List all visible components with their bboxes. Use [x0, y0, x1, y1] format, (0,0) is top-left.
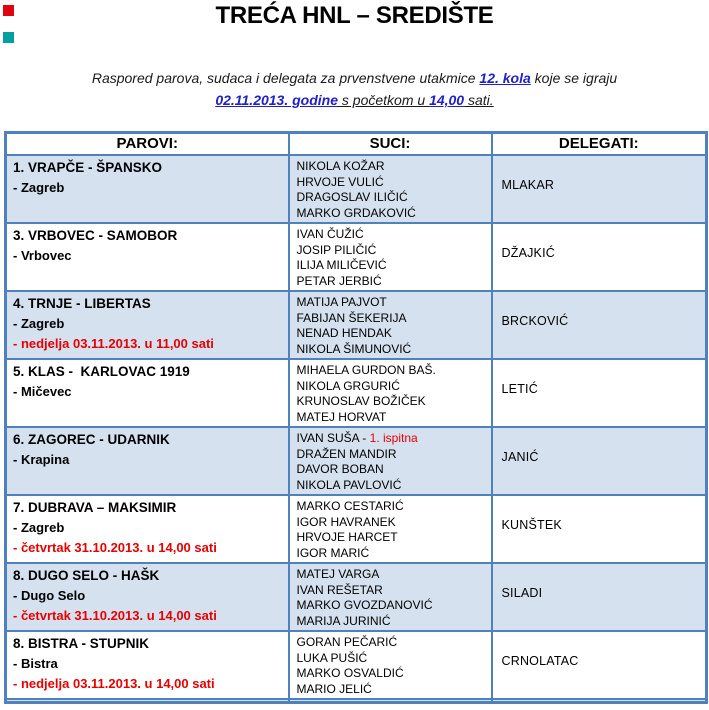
pair-cell: [6, 495, 289, 563]
pair-cell: [6, 359, 289, 427]
referees-cell: [289, 155, 492, 223]
referee-exam-note: 1. ispitna: [369, 431, 418, 445]
teal-square-marker: [3, 32, 14, 43]
referee-name: NIKOLA PAVLOVIĆ: [296, 477, 402, 492]
referee-name: DAVOR BOBAN: [296, 462, 384, 476]
intro-text: s početkom u: [338, 92, 430, 108]
partial-next-row-cell: [492, 699, 707, 702]
pair-venue: - Krapina: [13, 452, 70, 467]
fixture-row: [6, 631, 707, 699]
pair-venue: - Dugo Selo: [13, 588, 86, 603]
referee-name: MARIJA JURINIĆ: [296, 613, 391, 628]
intro-text: Raspored parova, sudaca i delegata za prvenstvene utakmice: [91, 70, 480, 86]
header-row: [6, 133, 707, 156]
referee-name: GORAN PEČARIĆ: [296, 635, 398, 649]
delegate-cell: [492, 155, 707, 223]
referee-name: MARKO GVOZDANOVIĆ: [296, 598, 433, 612]
partial-next-row-cell: [289, 699, 492, 702]
referee-name-text: IVAN SUŠA -: [296, 431, 370, 445]
pair-reschedule-note: - četvrtak 31.10.2013. u 14,00 sati: [13, 540, 217, 555]
pair-name: 7. DUBRAVA – MAKSIMIR: [13, 500, 177, 515]
referee-name: MIHAELA GURDON BAŠ.: [296, 363, 436, 377]
delegate-cell: [492, 359, 707, 427]
delegate-cell: [492, 495, 707, 563]
referee-name: NIKOLA KOŽAR: [296, 159, 385, 173]
referee-name: IGOR MARIĆ: [296, 545, 370, 560]
referee-name: MATEJ HORVAT: [296, 409, 387, 424]
delegate-name: JANIĆ: [501, 450, 539, 464]
fixture-row: [6, 427, 707, 495]
pair-venue: - Zagreb: [13, 180, 65, 195]
fixture-row: [6, 359, 707, 427]
col-header-delegati: DELEGATI:: [492, 133, 707, 156]
referee-name: MATEJ VARGA: [296, 567, 380, 581]
referee-name: IGOR HAVRANEK: [296, 514, 396, 529]
referee-name: NENAD HENDAK: [296, 326, 392, 340]
referees-cell: [289, 223, 492, 291]
referee-name: MARKO GRDAKOVIĆ: [296, 205, 416, 220]
intro-paragraph: [10, 67, 699, 111]
delegate-name: DŽAJKIĆ: [501, 246, 555, 260]
delegate-name: SILADI: [501, 586, 543, 600]
delegate-cell: [492, 631, 707, 699]
pair-cell: [6, 631, 289, 699]
pair-name: 8. BISTRA - STUPNIK: [13, 636, 150, 651]
partial-next-row: [6, 699, 707, 702]
referee-name: JOSIP PILIČIĆ: [296, 242, 377, 257]
intro-line-1: [92, 70, 617, 86]
pair-reschedule-note: - četvrtak 31.10.2013. u 14,00 sati: [13, 608, 217, 623]
fixture-row: [6, 155, 707, 223]
pair-name: 3. VRBOVEC - SAMOBOR: [13, 228, 178, 243]
referee-name: NIKOLA ŠIMUNOVIĆ: [296, 341, 412, 356]
pair-venue: - Mičevec: [13, 384, 72, 399]
intro-line-2: [215, 92, 493, 108]
fixture-row: [6, 563, 707, 631]
pair-cell: [6, 291, 289, 359]
fixture-row: [6, 291, 707, 359]
fixture-row: [6, 223, 707, 291]
referee-name: MARKO OSVALDIĆ: [296, 666, 404, 680]
referees-cell: [289, 563, 492, 631]
pair-venue: - Zagreb: [13, 316, 65, 331]
referees-cell: [289, 359, 492, 427]
delegate-name: BRCKOVIĆ: [501, 314, 569, 328]
referees-cell: [289, 427, 492, 495]
referee-name: FABIJAN ŠEKERIJA: [296, 310, 407, 325]
fixture-row: [6, 495, 707, 563]
referee-name: DRAGOSLAV ILIČIĆ: [296, 190, 408, 204]
intro-highlight: 12. kola: [479, 70, 531, 86]
delegate-name: KUNŠTEK: [501, 518, 562, 532]
pair-reschedule-note: - nedjelja 03.11.2013. u 14,00 sati: [13, 676, 215, 691]
delegate-cell: [492, 427, 707, 495]
fixtures-table: [4, 131, 708, 704]
intro-text: sati.: [464, 92, 494, 108]
delegate-name: MLAKAR: [501, 178, 555, 192]
referee-name: [297, 431, 487, 447]
pair-cell: [6, 427, 289, 495]
referee-name: PETAR JERBIĆ: [296, 273, 382, 288]
delegate-cell: [492, 563, 707, 631]
pair-cell: [6, 155, 289, 223]
red-square-marker: [3, 5, 14, 16]
referee-name: HRVOJE HARCET: [296, 530, 398, 544]
intro-highlight: 14,00: [429, 92, 465, 108]
page-title: TREĆA HNL – SREDIŠTE: [215, 2, 494, 29]
referee-name: MARKO CESTARIĆ: [296, 499, 404, 513]
delegate-cell: [492, 291, 707, 359]
delegate-cell: [492, 223, 707, 291]
referee-name: HRVOJE VULIĆ: [296, 174, 384, 189]
referee-name: LUKA PUŠIĆ: [296, 650, 368, 665]
referees-cell: [289, 631, 492, 699]
delegate-name: CRNOLATAC: [501, 654, 579, 668]
pair-name: 1. VRAPČE - ŠPANSKO: [13, 160, 163, 175]
document-page: [0, 2, 709, 704]
referee-name: MARIO JELIĆ: [296, 681, 372, 696]
referee-name: IVAN ČUŽIĆ: [296, 227, 364, 241]
pair-venue: - Bistra: [13, 656, 58, 671]
pair-cell: [6, 563, 289, 631]
intro-text: koje se igraju: [530, 70, 618, 86]
referee-name: NIKOLA GRGURIĆ: [296, 378, 400, 393]
col-header-parovi: PAROVI:: [6, 133, 289, 156]
referee-name: IVAN REŠETAR: [296, 582, 383, 597]
col-header-suci: SUCI:: [289, 133, 492, 156]
pair-name: 8. DUGO SELO - HAŠK: [13, 568, 160, 583]
intro-highlight: 02.11.2013. godine: [215, 92, 339, 108]
pair-reschedule-note: - nedjelja 03.11.2013. u 11,00 sati: [13, 336, 214, 351]
pair-name: 4. TRNJE - LIBERTAS: [13, 296, 151, 311]
referee-name: MATIJA PAJVOT: [296, 295, 387, 309]
referee-name: ILIJA MILIČEVIĆ: [296, 258, 387, 272]
pair-name: 5. KLAS - KARLOVAC 1919: [13, 364, 190, 379]
pair-name: 6. ZAGOREC - UDARNIK: [13, 432, 170, 447]
pair-cell: [6, 223, 289, 291]
referees-cell: [289, 495, 492, 563]
delegate-name: LETIĆ: [501, 382, 538, 396]
pair-venue: - Zagreb: [13, 520, 65, 535]
partial-next-row-cell: [6, 699, 289, 702]
referee-name: KRUNOSLAV BOŽIČEK: [296, 394, 426, 408]
pair-venue: - Vrbovec: [13, 248, 72, 263]
referee-name: DRAŽEN MANDIR: [296, 446, 397, 461]
referees-cell: [289, 291, 492, 359]
